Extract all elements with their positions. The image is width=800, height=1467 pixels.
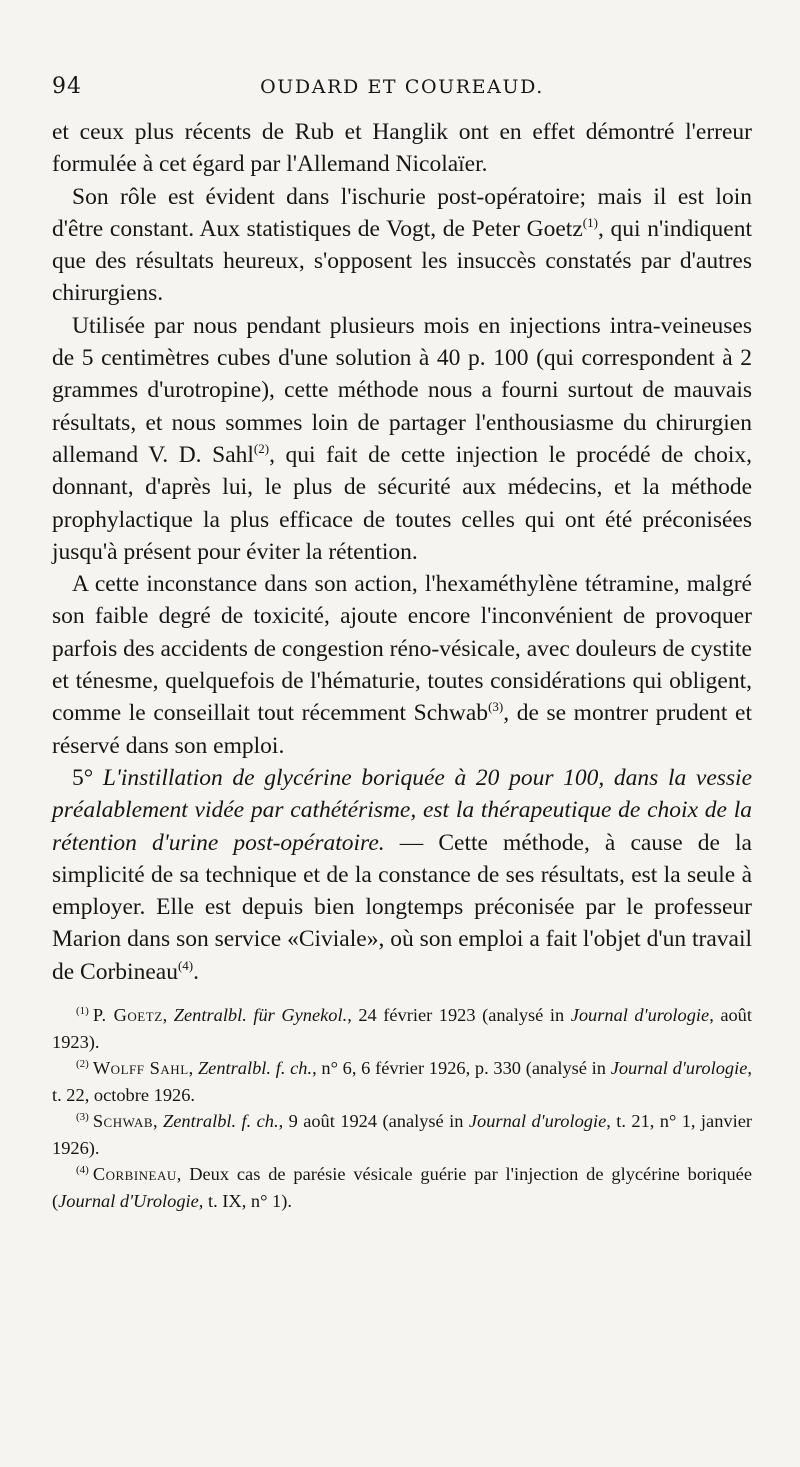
footnote-1: $^{(1)}$ P. Goetz, Zentralbl. für Gynekol., 24 février 1923 (analysé in Journal d'urologie, août 1923). [52,1004,752,1052]
paragraph-4-text-b: , de se montrer prudent et réservé dans son emploi. [52,700,753,759]
footnote-author: P. Goetz [92,1005,163,1026]
paragraph-3-text-a: Utilisée par nous pendant plusieurs mois en injections intra-veineuses de 5 centimètres cubes d'une solution à 40 p. 100 (qui correspondent à 2 grammes d'urotropine), cette méthode nous a fourni surtout de mauvais résultats, et nous sommes loin de partager l'enthousiasme du chirurgien allemand V. D. Sahl [52,312,752,468]
footnote-journal-2: Journal d'urologie [570,1005,710,1026]
footnote-journal-2: Journal d'Urologie [58,1190,199,1211]
footnote-2: $^{(2)}$ Wolff Sahl, Zentralbl. f. ch., n° 6, 6 février 1926, p. 330 (analysé in Journal d'urologie, t. 22, octobre 1926. [52,1057,752,1105]
footnote-ref-2: (2) [253,441,270,457]
paragraph-1-text: et ceux plus récents de Rub et Hanglik ont en effet démontré l'erreur formulée à cet égard par l'Allemand Nicolaïer. [52,119,752,178]
footnote-ref-1: (1) [582,215,598,231]
footnote-3: $^{(3)}$ Schwab, Zentralbl. f. ch., 9 août 1924 (analysé in Journal d'urologie, t. 21, n° 1, janvier 1926). [52,1110,752,1158]
running-title: OUDARD ET COUREAUD. [260,76,544,98]
footnote-details: , 24 février 1923 (analysé in [347,1005,571,1026]
body-text [52,116,752,988]
section-heading: L'instillation de glycérine boriquée à 20 pour 100, dans la vessie préalablement vidée par cathétérisme, est la thérapeutique de choix de la rétention d'urine post-opératoire. [52,764,753,856]
running-head [52,74,752,110]
footnote-details: , n° 6, 6 février 1926, p. 330 (analysé in [312,1058,611,1079]
footnote-details-2: , t. 22, octobre 1926. [52,1058,752,1105]
footnote-marker: (3) [76,1110,89,1123]
footnote-details: , Deux cas de parésie vésicale guérie par l'injection de glycérine boriquée ( [52,1164,752,1211]
footnote-journal-2: Journal d'urologie [468,1111,607,1132]
footnote-journal: Zentralbl. f. ch. [163,1111,279,1132]
footnote-marker: (4) [76,1163,89,1176]
footnote-details-2: , août 1923). [52,1005,752,1052]
footnote-journal: Zentralbl. für Gynekol. [173,1005,348,1026]
footnote-journal: Zentralbl. f. ch. [197,1058,313,1079]
footnote-details-2: , t. IX, n° 1). [198,1190,292,1211]
paragraph-5-text-b: . [193,958,199,985]
footnote-ref-3: (3) [488,699,504,715]
footnote-details-2: , t. 21, n° 1, janvier 1926). [52,1111,752,1158]
paragraph-1 [52,116,752,181]
footnote-marker: (1) [76,1004,89,1017]
paragraph-4 [52,568,752,762]
section-number: 5° [72,764,94,791]
paragraph-2 [52,181,752,310]
footnote-author: Corbineau [92,1164,177,1185]
footnote-marker: (2) [76,1057,89,1070]
page-number: 94 [52,74,82,99]
footnote-author: Wolff Sahl [92,1058,189,1079]
footnote-author: Schwab [92,1111,154,1132]
paragraph-2-text-a: Son rôle est évident dans l'ischurie post-opératoire; mais il est loin d'être constant. Aux statistiques de Vogt, de Peter Goetz [52,183,752,242]
footnote-ref-4: (4) [177,957,194,973]
paragraph-3 [52,310,752,568]
footnote-journal-2: Journal d'urologie [610,1058,748,1079]
paragraph-5-text-a: — Cette méthode, à cause de la simplicité de sa technique et de la constance de ses résultats, est la seule à employer. Elle est depuis bien longtemps préconisée par le professeur Marion dans son service «Civiale», où son emploi a fait l'objet d'un travail de Corbineau [52,829,752,985]
paragraph-4-text-a: A cette inconstance dans son action, l'hexaméthylène tétramine, malgré son faible degré de toxicité, ajoute encore l'inconvénient de provoquer parfois des accidents de congestion réno-vésicale, avec douleurs de cystite et ténesme, quelquefois de l'hématurie, toutes considérations qui obligent, comme le conseillait tout récemment Schwab [52,571,752,727]
footnote-details: , 9 août 1924 (analysé in [278,1111,469,1132]
paragraph-2-text-b: , qui n'indiquent que des résultats heureux, s'opposent les insuccès constatés par d'autres chirurgiens. [52,215,753,307]
paragraph-3-text-b: , qui fait de cette injection le procédé de choix, donnant, d'après lui, le plus de sécurité aux médecins, et la méthode prophylactique la plus efficace de toutes celles qui ont été préconisées jusqu'à présent pour éviter la rétention. [52,441,752,565]
page [52,74,752,1214]
footnote-4 [52,1161,752,1214]
paragraph-5 [52,762,752,988]
footnotes [52,1002,752,1214]
